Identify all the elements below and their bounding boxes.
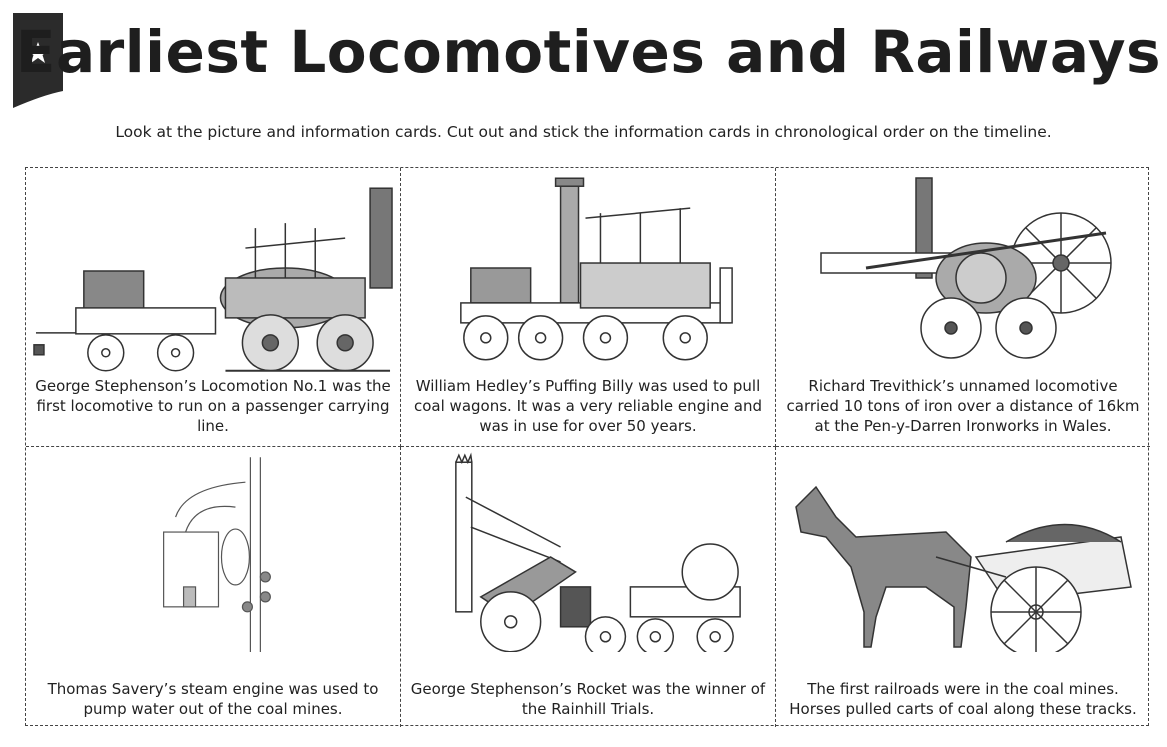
info-card-puffing-billy[interactable] <box>401 168 776 447</box>
info-card-rocket[interactable] <box>401 447 776 727</box>
card-grid <box>25 167 1149 726</box>
locomotion-no1-illustration <box>26 168 400 373</box>
horse-and-coal-cart-illustration <box>776 447 1150 652</box>
stephenson-rocket-illustration <box>401 447 775 652</box>
card-caption: Richard Trevithick’s unnamed locomotive carried 10 tons of iron over a distance of 16km at the Pen-y-Darren Ironworks in Wales. <box>786 377 1140 435</box>
card-caption: William Hedley’s Puffing Billy was used to pull coal wagons. It was a very reliable engine and was in use for over 50 years. <box>414 377 762 435</box>
instructions-text: Look at the picture and information cards. Cut out and stick the information cards in chronological order on the timeline. <box>115 123 1052 141</box>
trevithick-locomotive-illustration <box>776 168 1150 373</box>
puffing-billy-illustration <box>401 168 775 373</box>
card-caption: The first railroads were in the coal mines. Horses pulled carts of coal along these tracks. <box>789 680 1137 718</box>
card-caption: George Stephenson’s Locomotion No.1 was the first locomotive to run on a passenger carrying line. <box>35 377 391 435</box>
info-card-trevithick[interactable] <box>776 168 1150 447</box>
info-card-savery[interactable] <box>26 447 401 727</box>
info-card-horse-cart[interactable] <box>776 447 1150 727</box>
card-caption: George Stephenson’s Rocket was the winner of the Rainhill Trials. <box>410 680 766 718</box>
info-card-locomotion[interactable] <box>26 168 401 447</box>
card-caption: Thomas Savery’s steam engine was used to pump water out of the coal mines. <box>47 680 379 718</box>
page-title: Earliest Locomotives and Railways <box>15 18 1162 86</box>
savery-steam-engine-illustration <box>26 447 400 652</box>
